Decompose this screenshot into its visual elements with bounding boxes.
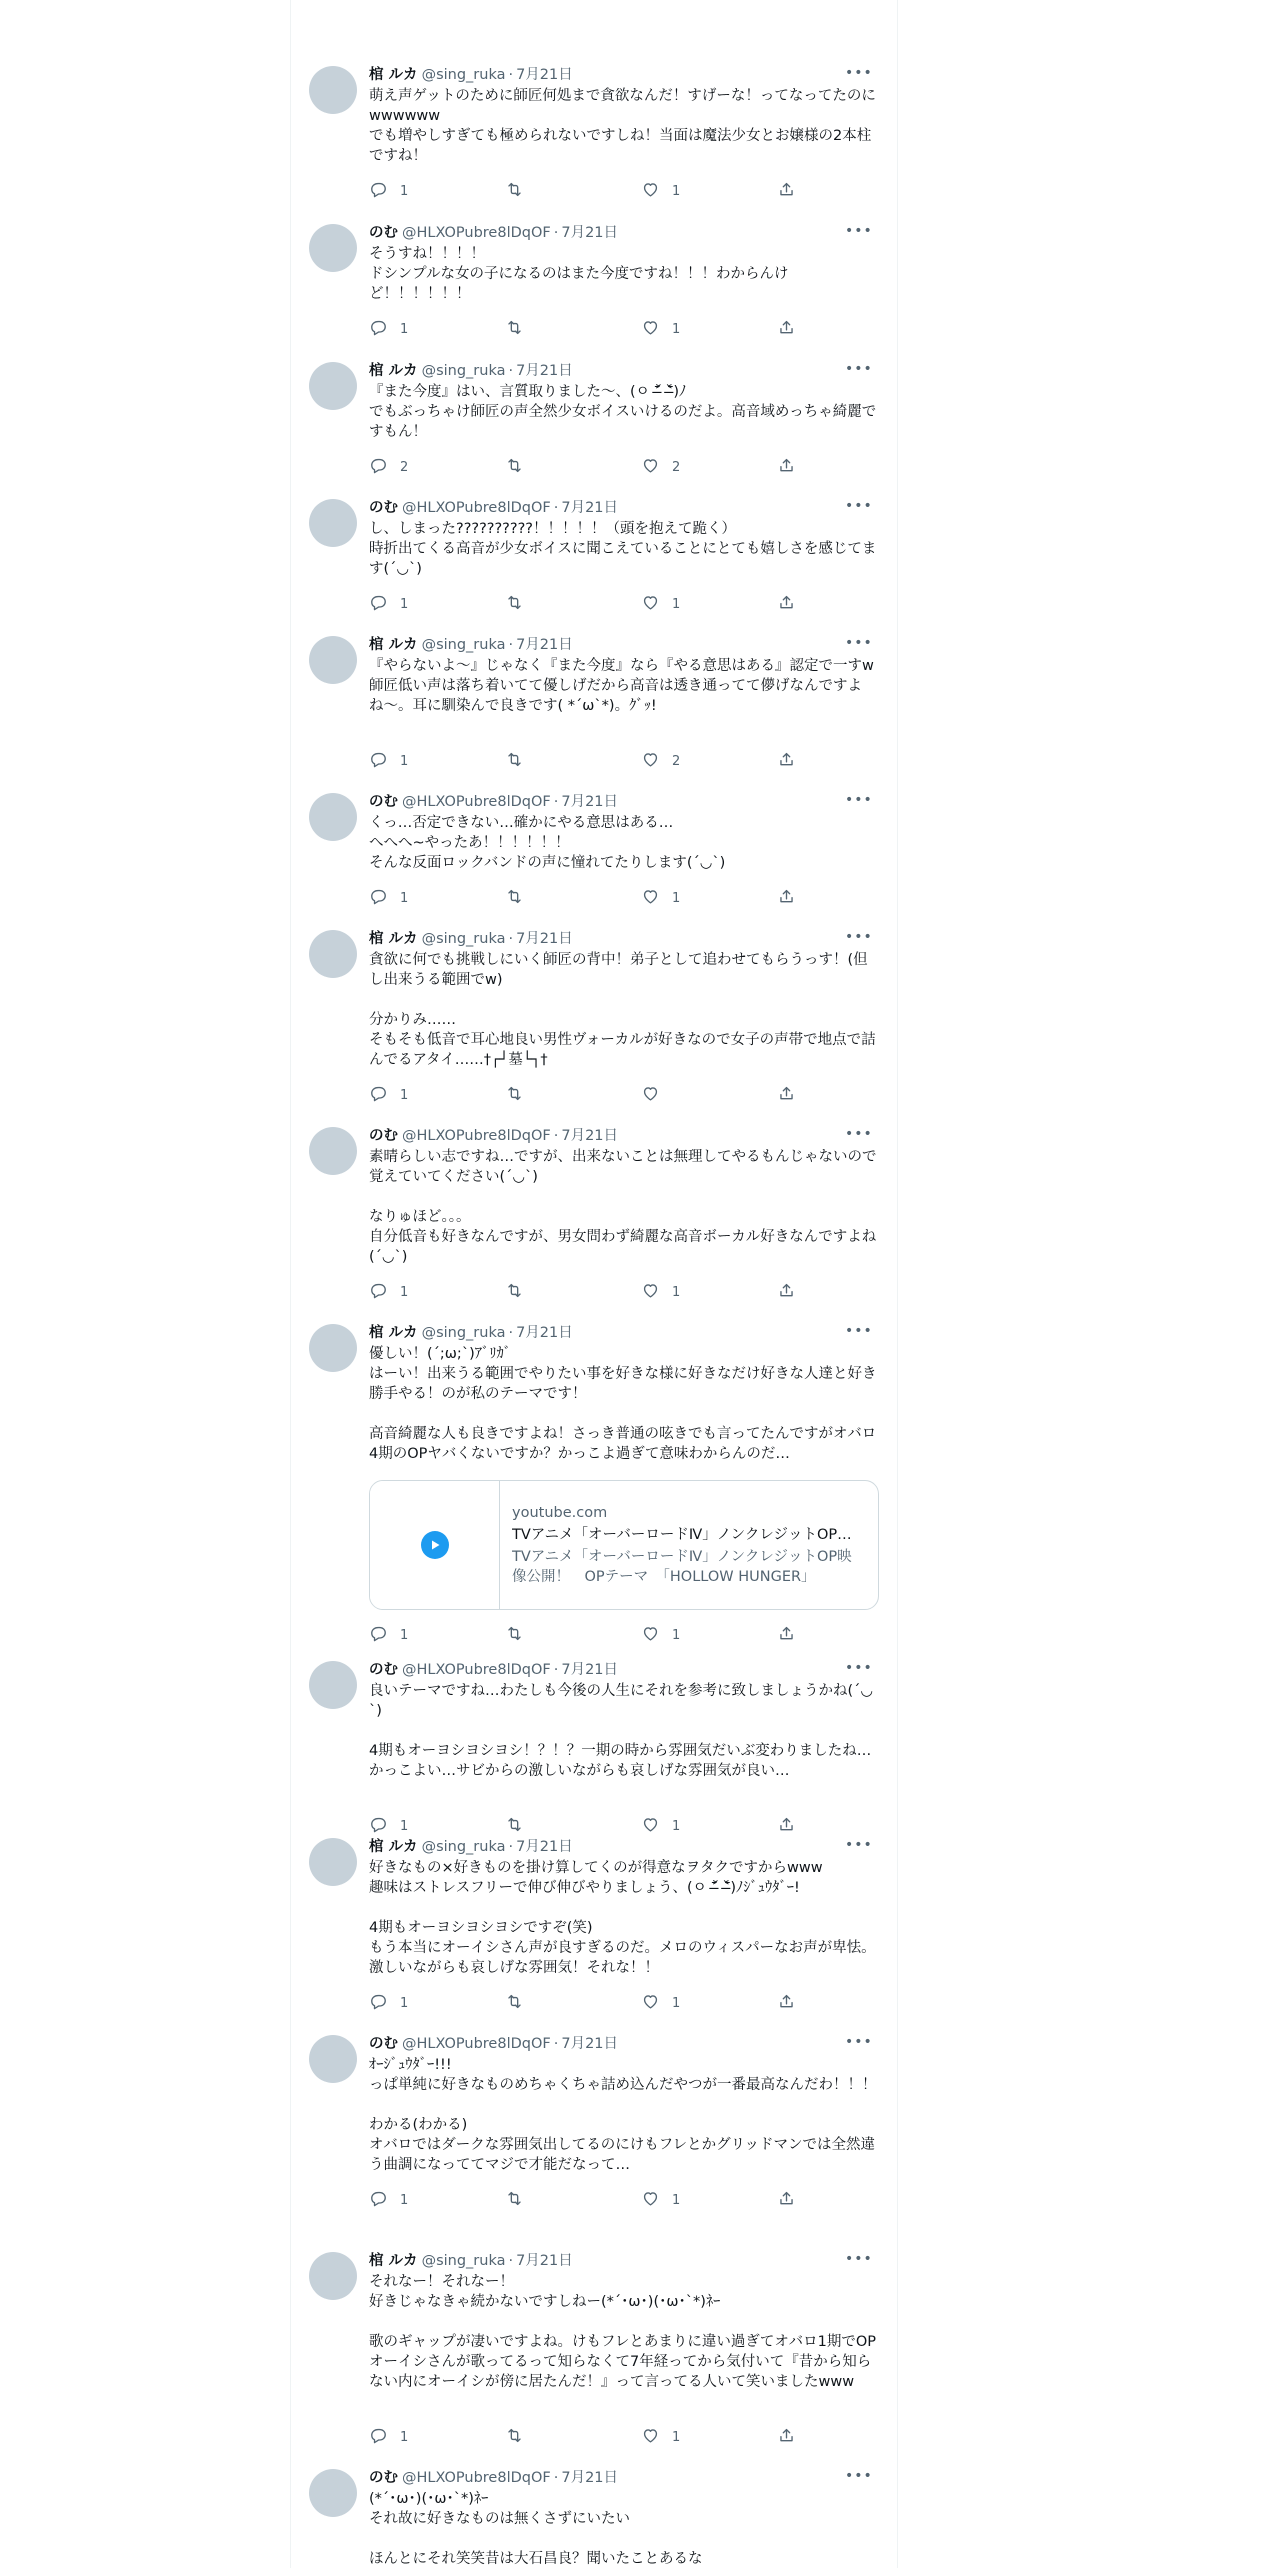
tweet-content [369,360,879,475]
tweet-actions [369,750,869,772]
retweet-icon[interactable] [505,2426,524,2449]
action-count: 1 [400,321,409,337]
separator-dot: · [508,637,514,653]
retweet-icon[interactable] [505,1281,524,1304]
retweet-button[interactable] [505,1815,536,1837]
avatar[interactable] [309,636,357,684]
tweet-date[interactable]: 7月21日 [516,931,573,947]
avatar[interactable] [309,1324,357,1372]
heart-icon[interactable] [641,2426,660,2449]
action-count: 1 [400,1818,409,1834]
retweet-button[interactable] [505,2426,536,2448]
tweet-header [369,1322,879,1344]
separator-dot: · [508,1325,514,1341]
user-handle[interactable]: @HLXOPubre8lDqOF [402,225,551,241]
share-icon[interactable] [777,750,796,773]
like-button[interactable] [641,750,680,772]
action-count: 1 [672,183,681,199]
share-button[interactable] [777,1084,796,1106]
share-icon[interactable] [777,1281,796,1304]
more-options-icon[interactable]: ••• [845,2251,873,2267]
action-count: 1 [400,1284,409,1300]
more-options-icon[interactable]: ••• [845,361,873,377]
separator-dot: · [508,363,514,379]
action-count: 1 [400,1627,409,1643]
reply-button[interactable] [369,887,408,909]
action-count: 1 [400,596,409,612]
separator-dot: · [508,67,514,83]
tweet-header [369,497,879,519]
tweet-header [369,634,879,656]
display-name[interactable]: のむ [369,2470,398,2486]
tweet-date[interactable]: 7月21日 [561,500,619,516]
avatar[interactable] [309,930,357,978]
display-name[interactable]: のむ [369,1128,398,1144]
action-count: 1 [672,1995,681,2011]
tweet-text: 萌え声ゲットのために師匠何処まで貪欲なんだ！すげーな！ってなってたのにwwwwww でも増やしすぎても極められないですしね！当面は魔法少女とお嬢様の2本柱ですね！ [369,88,876,164]
separator-dot: · [553,1128,559,1144]
reply-icon[interactable] [369,1084,388,1107]
share-button[interactable] [777,1624,796,1646]
reply-icon[interactable] [369,1815,388,1838]
tweet-content [369,2467,879,2568]
card-domain: youtube.com [512,1505,608,1521]
share-icon[interactable] [777,1815,796,1838]
tweet-content [369,64,879,199]
tweet-actions [369,180,869,202]
display-name[interactable]: のむ [369,500,398,516]
share-button[interactable] [777,2426,796,2448]
tweet-content [369,1659,879,1834]
tweet-content [369,791,879,906]
tweet-text: ｵｰｼﾞｭｳﾀﾞｰ!!! っぱ単純に好きなものめちゃくちゃ詰め込んだやつが一番最高なんだわ！！！ わかる(わかる) オバロではダークな雰囲気出してるのにけもフレとかグリッドマンでは全然違う曲調になっててマジで才能だなって… [369,2057,877,2173]
action-count: 1 [672,2192,681,2208]
like-button[interactable] [641,1281,680,1303]
share-button[interactable] [777,318,796,340]
share-button[interactable] [777,750,796,772]
like-button[interactable] [641,456,680,478]
action-count: 1 [400,2192,409,2208]
tweet-text: 優しい！(´;ω;`)ｱﾞﾘｶﾞ はーい！出来うる範囲でやりたい事を好きな様に好きなだけ好きな人達と好き勝手やる！のが私のテーマです！ 高音綺麗な人も良きですよね！さっき普通の呟きでも言ってたんですがオバロ4期のOPヤバくないですか？かっこよ過ぎて意味わからんのだ… [369,1346,877,1462]
separator-dot: · [553,2036,559,2052]
tweet-header [369,1836,879,1858]
user-handle[interactable]: @HLXOPubre8lDqOF [402,794,551,810]
share-icon[interactable] [777,2426,796,2449]
tweet-content [369,634,879,769]
tweet-content [369,1125,879,1300]
retweet-icon[interactable] [505,750,524,773]
display-name[interactable]: 棺 ルカ [369,363,418,379]
reply-button[interactable] [369,1815,408,1837]
tweet-text: 貪欲に何でも挑戦しにいく師匠の背中！弟子として追わせてもらうっす！(但し出来うる範囲でw) 分かりみ…… そもそも低音で耳心地良い男性ヴォーカルが好きなので女子の声帯で地点で詰んでるアタイ……†┌┘墓└┐† [369,952,876,1068]
user-handle[interactable]: @sing_ruka [421,2253,506,2269]
retweet-icon[interactable] [505,1084,524,1107]
action-count: 1 [672,596,681,612]
tweet-text: 『また今度』はい、言質取りました〜、(ㅇ ˃̶᷄ ˂̶᷅)ﾉ でもぶっちゃけ師匠の声全然少女ボイスいけるのだよ。高音域めっちゃ綺麗ですもん！ [369,384,877,440]
retweet-button[interactable] [505,593,536,615]
user-handle[interactable]: @sing_ruka [421,67,506,83]
tweet-header [369,360,879,382]
reply-icon[interactable] [369,180,388,203]
retweet-button[interactable] [505,750,536,772]
tweet-header [369,222,879,244]
action-count: 1 [400,2429,409,2445]
reply-icon[interactable] [369,1992,388,2015]
retweet-icon[interactable] [505,1815,524,1838]
retweet-button[interactable] [505,1992,536,2014]
more-options-icon[interactable]: ••• [845,929,873,945]
avatar[interactable] [309,224,357,272]
tweet-date[interactable]: 7月21日 [516,1325,573,1341]
display-name[interactable]: 棺 ルカ [369,1325,418,1341]
heart-icon[interactable] [641,1624,660,1647]
retweet-button[interactable] [505,2189,536,2211]
separator-dot: · [508,2253,514,2269]
tweet-text: し、しまった??????????！！！！！（頭を抱えて跪く） 時折出てくる高音が少女ボイスに聞こえていることにとても嬉しさを感じてます(´◡`) [369,521,877,577]
share-icon[interactable] [777,1084,796,1107]
more-options-icon[interactable]: ••• [845,1126,873,1142]
display-name[interactable]: 棺 ルカ [369,931,418,947]
reply-icon[interactable] [369,593,388,616]
tweet-header [369,1125,879,1147]
display-name[interactable]: のむ [369,2036,398,2052]
separator-dot: · [508,931,514,947]
tweet-header [369,2033,879,2055]
reply-icon[interactable] [369,2426,388,2449]
like-button[interactable] [641,318,680,340]
tweet-content [369,1836,879,2011]
like-button[interactable] [641,593,680,615]
tweet-date[interactable]: 7月21日 [516,1839,573,1855]
share-button[interactable] [777,593,796,615]
tweet-actions [369,1281,869,1303]
tweet-content [369,928,879,1103]
like-button[interactable] [641,1084,672,1106]
avatar[interactable] [309,2469,357,2517]
avatar[interactable] [309,499,357,547]
tweet-text: (*´･ω･)(･ω･`*)ﾈｰ それ故に好きなものは無くさずにいたい ほんとにそれ笑笑昔は大石昌良？聞いたことあるな [369,2491,703,2567]
user-handle[interactable]: @HLXOPubre8lDqOF [402,2470,551,2486]
heart-icon[interactable] [641,593,660,616]
separator-dot: · [508,1839,514,1855]
tweet-text: 素晴らしい志ですね…ですが、出来ないことは無理してやるもんじゃないので覚えていてください(´◡`) なりゅほど。。。 自分低音も好きなんですが、男女問わず綺麗な高音ボーカル好きなんですよね(´◡`) [369,1149,877,1265]
play-icon[interactable] [421,1531,449,1559]
like-button[interactable] [641,2426,680,2448]
share-button[interactable] [777,887,796,909]
more-options-icon[interactable]: ••• [845,65,873,81]
share-icon[interactable] [777,2189,796,2212]
heart-icon[interactable] [641,180,660,203]
action-count: 1 [672,1284,681,1300]
display-name[interactable]: のむ [369,1662,398,1678]
tweet-text: それなー！それなー！ 好きじゃなきゃ続かないですしねー(*´･ω･)(･ω･`*)ﾈｰ 歌のギャップが凄いですよね。けもフレとあまりに違い過ぎてオバロ1期でOPオーイシさんが歌ってるって知らなくて7年経ってから気付いて『昔から知らない内にオーイシが傍に居たんだ！』って言ってる人いて笑いましたwww [369,2274,877,2390]
retweet-button[interactable] [505,456,536,478]
like-button[interactable] [641,887,680,909]
reply-button[interactable] [369,593,408,615]
action-count: 1 [400,1995,409,2011]
more-options-icon[interactable]: ••• [845,1660,873,1676]
more-options-icon[interactable]: ••• [845,223,873,239]
display-name[interactable]: 棺 ルカ [369,2253,418,2269]
avatar[interactable] [309,2252,357,2300]
tweet-date[interactable]: 7月21日 [516,363,573,379]
retweet-button[interactable] [505,180,536,202]
separator-dot: · [553,794,559,810]
more-options-icon[interactable]: ••• [845,2034,873,2050]
share-icon[interactable] [777,318,796,341]
more-options-icon[interactable]: ••• [845,498,873,514]
display-name[interactable]: 棺 ルカ [369,67,418,83]
retweet-icon[interactable] [505,180,524,203]
more-options-icon[interactable]: ••• [845,1323,873,1339]
reply-button[interactable] [369,1281,408,1303]
tweet-actions [369,2426,869,2448]
avatar[interactable] [309,1661,357,1709]
tweet-header [369,2250,879,2272]
separator-dot: · [553,1662,559,1678]
retweet-button[interactable] [505,887,536,909]
share-button[interactable] [777,456,796,478]
retweet-button[interactable] [505,1281,536,1303]
avatar[interactable] [309,2035,357,2083]
like-button[interactable] [641,2189,680,2211]
avatar[interactable] [309,793,357,841]
share-icon[interactable] [777,593,796,616]
avatar[interactable] [309,362,357,410]
reply-button[interactable] [369,1624,408,1646]
retweet-icon[interactable] [505,456,524,479]
heart-icon[interactable] [641,318,660,341]
reply-button[interactable] [369,1084,408,1106]
user-handle[interactable]: @HLXOPubre8lDqOF [402,2036,551,2052]
tweet-actions [369,2189,869,2211]
reply-icon[interactable] [369,887,388,910]
tweet-content [369,497,879,612]
tweet-text: くっ…否定できない…確かにやる意思はある… へへへ~やったあ！！！！！！ そんな反面ロックバンドの声に憧れてたりします(´◡`) [369,815,726,871]
action-count: 1 [400,183,409,199]
card-description: TVアニメ「オーバーロードⅣ」ノンクレジットOP映像公開！ OPテーマ 「HOLLOW HUNGER」 [512,1549,852,1585]
card-body [500,1481,878,1609]
tweet-actions [369,1624,869,1646]
tweet-header [369,928,879,950]
action-count: 1 [400,890,409,906]
reply-button[interactable] [369,750,408,772]
tweet-date[interactable]: 7月21日 [561,225,619,241]
display-name[interactable]: 棺 ルカ [369,1839,418,1855]
heart-icon[interactable] [641,456,660,479]
tweet-content [369,2250,879,2445]
card-media[interactable] [370,1481,500,1609]
share-button[interactable] [777,180,796,202]
reply-icon[interactable] [369,750,388,773]
tweet-text: 好きなもの×好きものを掛け算してくのが得意なヲタクですからwww 趣味はストレスフリーで伸び伸びやりましょう、(ㅇ ˃̶᷄ ˂̶᷅)ﾉｼﾞｭｳﾀﾞｰ! 4期もオーヨシヨシヨシですぞ(笑) もう本当にオーイシさん声が良すぎるのだ。メロのウィスパーなお声が卑怯。激しいながらも哀しげな雰囲気！それな！！ [369,1860,876,1976]
share-button[interactable] [777,1815,796,1837]
retweet-button[interactable] [505,1084,536,1106]
reply-button[interactable] [369,2426,408,2448]
display-name[interactable]: のむ [369,794,398,810]
retweet-icon[interactable] [505,1992,524,2015]
tweet-header [369,2467,879,2489]
retweet-button[interactable] [505,1624,536,1646]
separator-dot: · [553,2470,559,2486]
user-handle[interactable]: @sing_ruka [421,363,506,379]
action-count: 1 [672,1818,681,1834]
tweet-date[interactable]: 7月21日 [561,2036,619,2052]
user-handle[interactable]: @HLXOPubre8lDqOF [402,1128,551,1144]
user-handle[interactable]: @HLXOPubre8lDqOF [402,500,551,516]
tweet-header [369,1659,879,1681]
tweet-header [369,791,879,813]
reply-button[interactable] [369,2189,408,2211]
retweet-icon[interactable] [505,1624,524,1647]
heart-icon[interactable] [641,750,660,773]
reply-icon[interactable] [369,318,388,341]
share-icon[interactable] [777,180,796,203]
tweet-actions [369,456,869,478]
more-options-icon[interactable]: ••• [845,792,873,808]
timeline-column [290,0,898,2568]
like-button[interactable] [641,1992,680,2014]
tweet-text: そうすね！！！！ ドシンプルな女の子になるのはまた今度ですね！！！わからんけど！！！！！！ [369,246,789,302]
reply-icon[interactable] [369,456,388,479]
reply-icon[interactable] [369,1281,388,1304]
tweet-content [369,222,879,337]
share-icon[interactable] [777,456,796,479]
tweet-date[interactable]: 7月21日 [561,1128,619,1144]
heart-icon[interactable] [641,1281,660,1304]
separator-dot: · [553,500,559,516]
tweet-text: 『やらないよ〜』じゃなく『また今度』なら『やる意思はある』認定で一すw 師匠低い声は落ち着いてて優しげだから高音は透き通ってて儚げなんですよね〜。耳に馴染んで良きです( *´ω`*)。ｸﾞｯ! [369,658,874,714]
tweet-actions [369,1084,869,1106]
retweet-icon[interactable] [505,2189,524,2212]
more-options-icon[interactable]: ••• [845,2468,873,2484]
heart-icon[interactable] [641,1084,660,1107]
tweet-actions [369,1815,869,1837]
more-options-icon[interactable]: ••• [845,635,873,651]
action-count: 2 [672,459,681,475]
tweet-content [369,2033,879,2208]
more-options-icon[interactable]: ••• [845,1837,873,1853]
reply-button[interactable] [369,456,408,478]
like-button[interactable] [641,180,680,202]
tweet-date[interactable]: 7月21日 [516,637,573,653]
tweet-header [369,64,879,86]
heart-icon[interactable] [641,1992,660,2015]
avatar[interactable] [309,1838,357,1886]
retweet-button[interactable] [505,318,536,340]
share-icon[interactable] [777,1624,796,1647]
heart-icon[interactable] [641,887,660,910]
retweet-icon[interactable] [505,318,524,341]
avatar[interactable] [309,1127,357,1175]
tweet-actions [369,318,869,340]
user-handle[interactable]: @sing_ruka [421,1839,506,1855]
tweet-content [369,1322,879,1643]
reply-button[interactable] [369,1992,408,2014]
action-count: 1 [672,2429,681,2445]
action-count: 1 [672,321,681,337]
like-button[interactable] [641,1815,680,1837]
action-count: 1 [672,1627,681,1643]
tweet-date[interactable]: 7月21日 [561,794,619,810]
reply-icon[interactable] [369,2189,388,2212]
tweet-actions [369,593,869,615]
tweet-date[interactable]: 7月21日 [516,67,573,83]
separator-dot: · [553,225,559,241]
share-button[interactable] [777,2189,796,2211]
reply-button[interactable] [369,180,408,202]
retweet-icon[interactable] [505,593,524,616]
action-count: 2 [672,753,681,769]
avatar[interactable] [309,66,357,114]
action-count: 1 [672,890,681,906]
heart-icon[interactable] [641,1815,660,1838]
tweet-actions [369,887,869,909]
action-count: 1 [400,753,409,769]
card-title: TVアニメ「オーバーロードⅣ」ノンクレジットOP映像 [512,1527,866,1543]
tweet-date[interactable]: 7月21日 [516,2253,573,2269]
share-button[interactable] [777,1281,796,1303]
link-preview-card[interactable] [369,1480,879,1610]
user-handle[interactable]: @sing_ruka [421,1325,506,1341]
heart-icon[interactable] [641,2189,660,2212]
display-name[interactable]: 棺 ルカ [369,637,418,653]
share-icon[interactable] [777,887,796,910]
action-count: 2 [400,459,409,475]
tweet-date[interactable]: 7月21日 [561,1662,619,1678]
retweet-icon[interactable] [505,887,524,910]
user-handle[interactable]: @sing_ruka [421,931,506,947]
display-name[interactable]: のむ [369,225,398,241]
reply-icon[interactable] [369,1624,388,1647]
action-count: 1 [400,1087,409,1103]
tweet-text: 良いテーマですね…わたしも今後の人生にそれを参考に致しましょうかね(´◡`) 4期もオーヨシヨシヨシ！？！？一期の時から雰囲気だいぶ変わりましたね…かっこよい…サビからの激しいながらも哀しげな雰囲気が良い… [369,1683,874,1779]
user-handle[interactable]: @sing_ruka [421,637,506,653]
user-handle[interactable]: @HLXOPubre8lDqOF [402,1662,551,1678]
share-icon[interactable] [777,1992,796,2015]
tweet-actions [369,1992,869,2014]
like-button[interactable] [641,1624,680,1646]
tweet-date[interactable]: 7月21日 [561,2470,619,2486]
reply-button[interactable] [369,318,408,340]
share-button[interactable] [777,1992,796,2014]
